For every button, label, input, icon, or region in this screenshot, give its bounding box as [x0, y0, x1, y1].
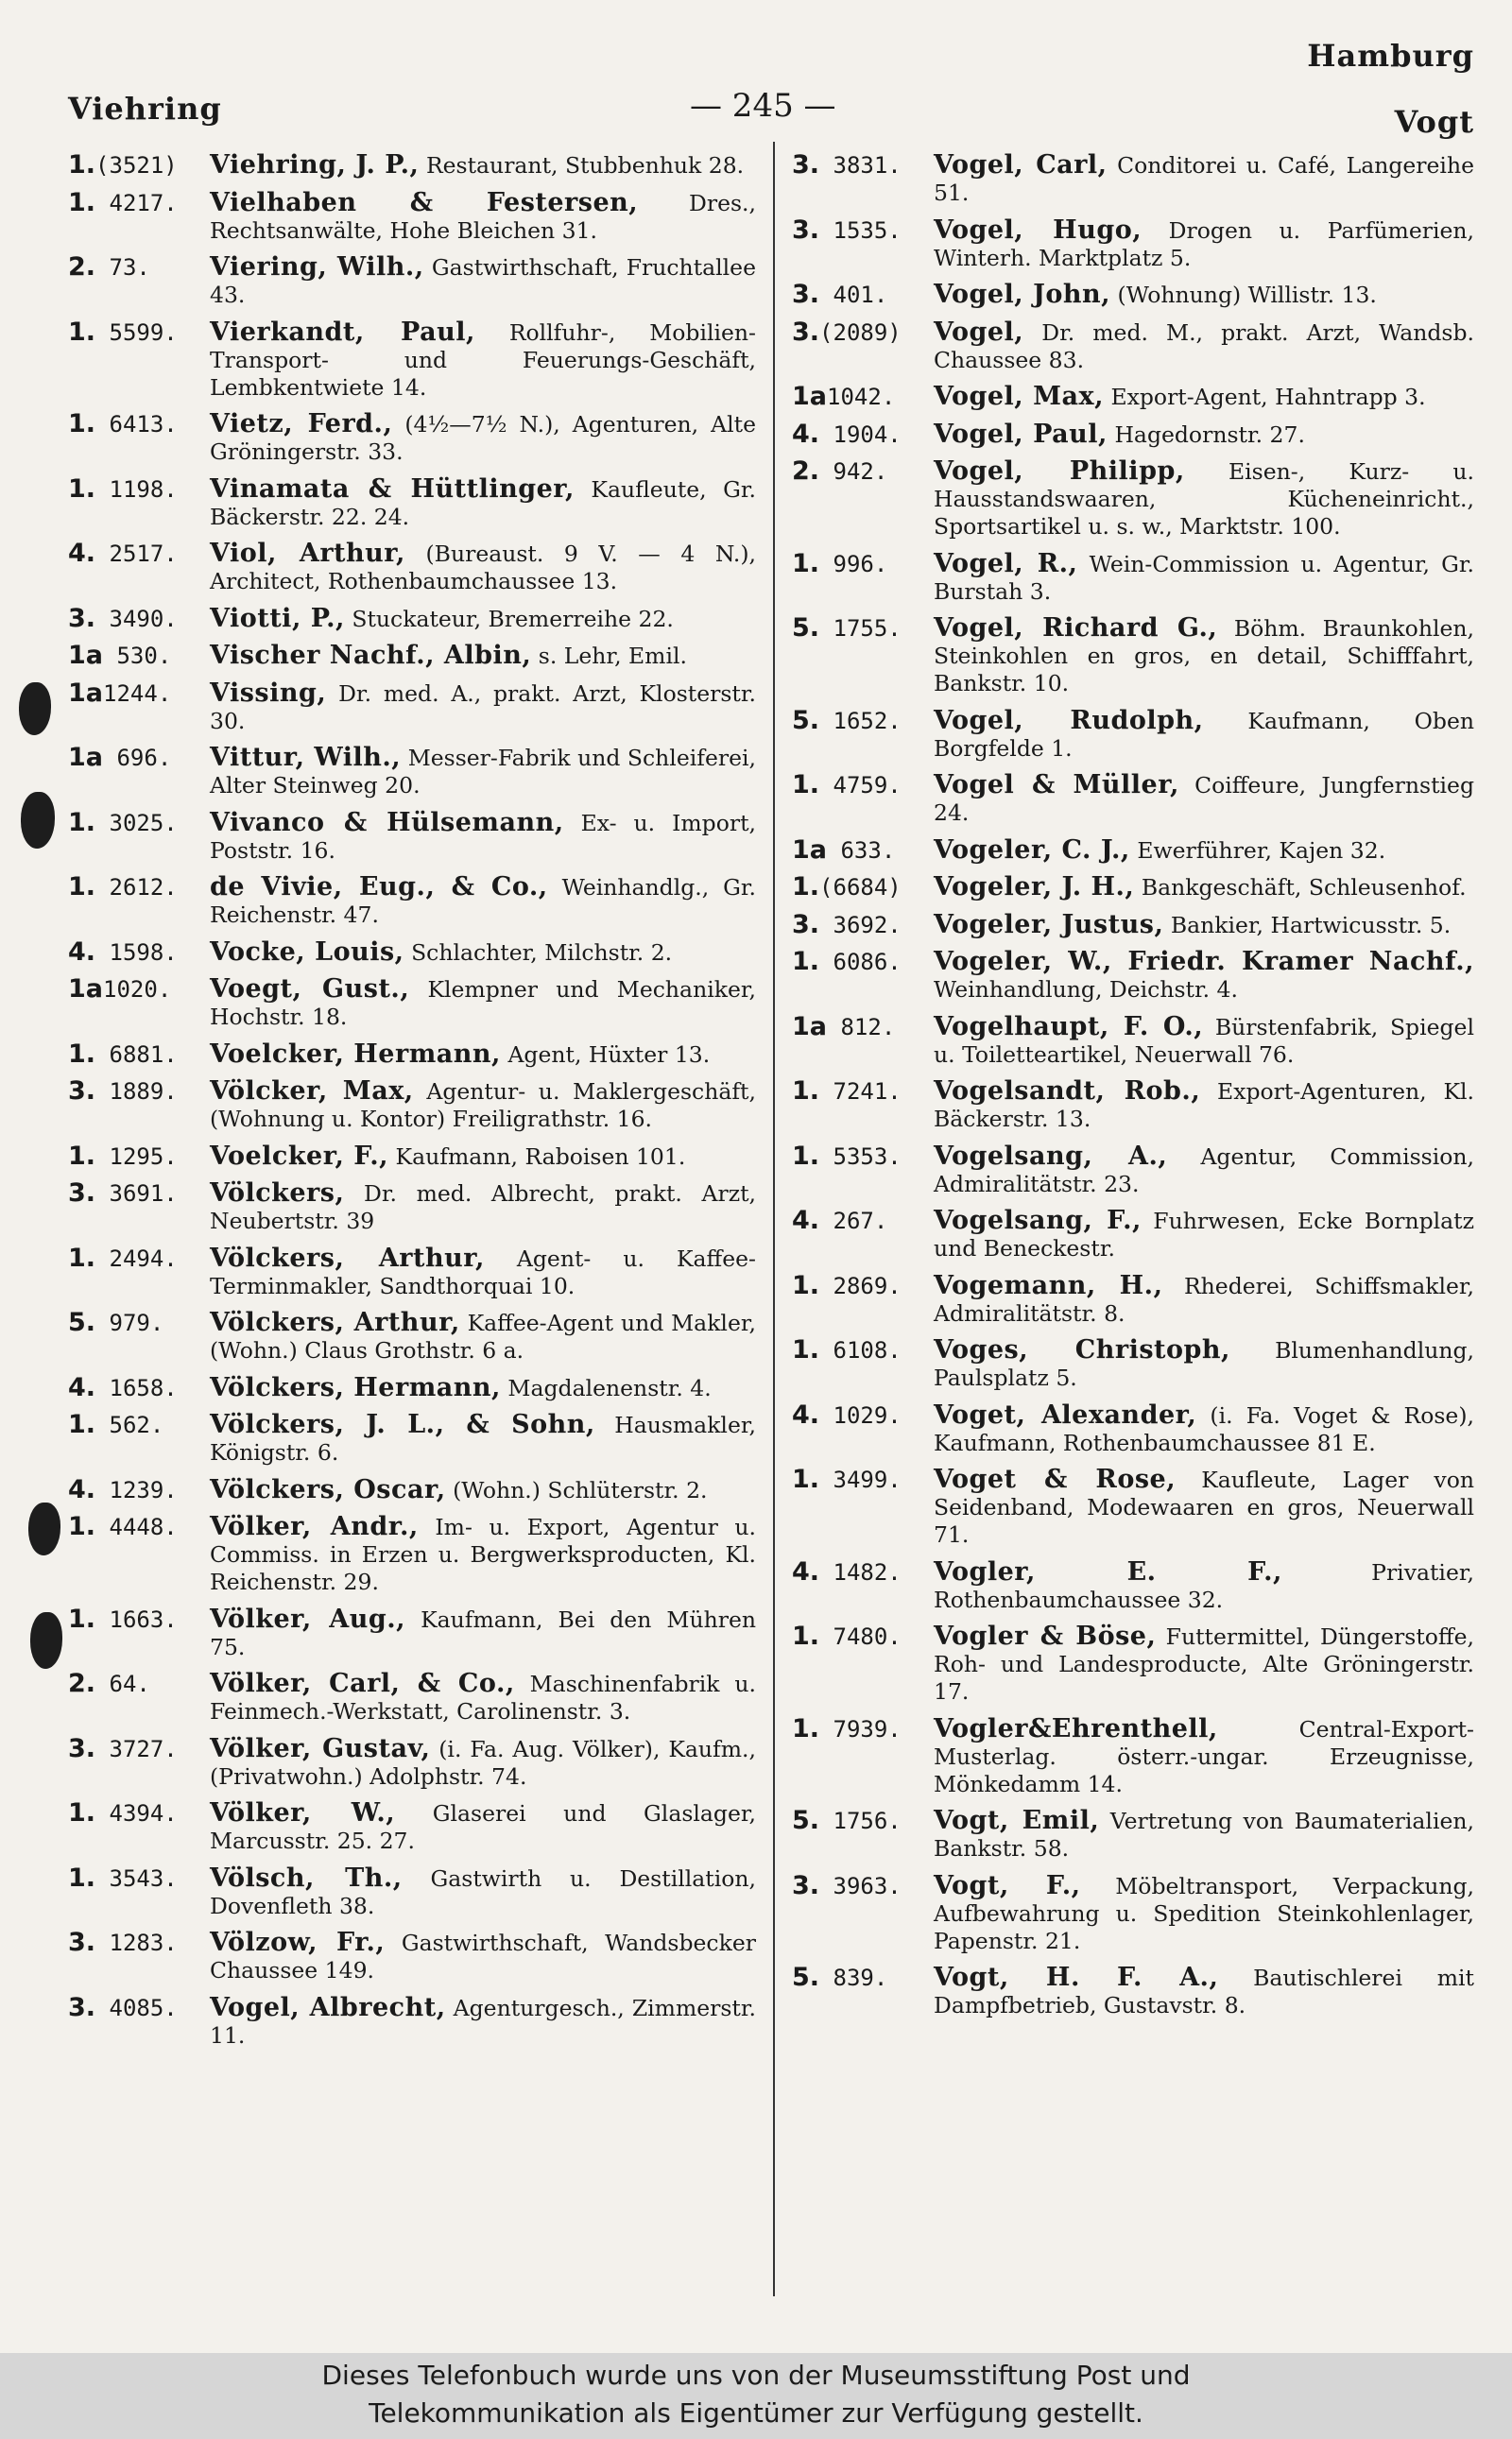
subscriber-details: Kaffee-Agent und Makler, (Wohn.) Claus Grothstr. 6 a. — [210, 1310, 756, 1364]
subscriber-details: Kaufleute, Lager von Seidenband, Modewaaren en gros, Neuerwall 71. — [934, 1467, 1474, 1548]
subscriber-name: Voelcker, Hermann, — [210, 1039, 501, 1069]
directory-entry — [68, 1799, 756, 1855]
phone-number: 3. 1283. — [68, 1928, 178, 1957]
phone-number: 4. 1658. — [68, 1372, 178, 1402]
phone-number: 1. 3025. — [68, 807, 178, 837]
subscriber-name: Vogeler, J. H., — [934, 872, 1135, 902]
phone-number: 4. 1904. — [792, 419, 902, 449]
subscriber-name: Vogeler, C. J., — [934, 834, 1130, 865]
footer-notice — [0, 2353, 1512, 2439]
directory-entry — [68, 189, 756, 245]
phone-number: 4. 1029. — [792, 1400, 902, 1430]
subscriber-name: Voelcker, F., — [210, 1141, 389, 1171]
column-divider — [773, 142, 775, 2296]
phone-number: 3. 4085. — [68, 1992, 178, 2022]
directory-entry — [792, 1272, 1474, 1328]
phone-number: 1. 1663. — [68, 1604, 178, 1634]
directory-entry — [792, 771, 1474, 827]
phone-number: 1. 7939. — [792, 1713, 902, 1743]
phone-number: 1. 2612. — [68, 872, 178, 902]
phone-number: 1. 4448. — [68, 1512, 178, 1541]
subscriber-details: Privatier, Rothenbaumchaussee 32. — [934, 1558, 1474, 1613]
subscriber-name: Vogelhaupt, F. O., — [934, 1011, 1204, 1041]
phone-number: 1a1020. — [68, 974, 172, 1004]
directory-entry — [792, 1401, 1474, 1457]
directory-entry — [792, 911, 1474, 939]
directory-entry — [792, 1466, 1474, 1549]
subscriber-details: Bautischlerei mit Dampfbetrieb, Gustavstr. 8. — [934, 1965, 1474, 2018]
phone-number: 1. 7241. — [792, 1076, 902, 1106]
subscriber-name: Völzow, Fr., — [210, 1928, 386, 1957]
subscriber-name: Vocke, Louis, — [210, 936, 404, 967]
directory-entry — [68, 1476, 756, 1504]
directory-entry — [792, 614, 1474, 697]
phone-number: 3. 1889. — [68, 1076, 178, 1106]
directory-entry — [68, 938, 756, 967]
subscriber-name: de Vivie, Eug., & Co., — [210, 872, 548, 902]
subscriber-name: Voget, Alexander, — [934, 1400, 1197, 1430]
subscriber-name: Vogel, Max, — [934, 382, 1104, 411]
subscriber-details: Dres., Rechtsanwälte, Hohe Bleichen 31. — [210, 189, 756, 244]
directory-entry — [68, 151, 756, 180]
directory-entry — [68, 1994, 756, 2050]
phone-number: 4. 267. — [792, 1206, 888, 1235]
phone-number: 4. 1482. — [792, 1556, 902, 1587]
subscriber-name: Vogel & Müller, — [934, 770, 1179, 799]
subscriber-details: Maschinenfabrik u. Feinmech.-Werkstatt, Carolinenstr. 3. — [210, 1671, 756, 1725]
subscriber-details: Möbeltransport, Verpackung, Aufbewahrung u. Spedition Steinkohlenlager, Papenstr. 21. — [934, 1872, 1474, 1954]
subscriber-details: Agent, Hüxter 13. — [507, 1040, 711, 1068]
subscriber-details: Drogen u. Parfümerien, Winterh. Marktplatz 5. — [934, 216, 1474, 271]
subscriber-details: Stuckateur, Bremerreihe 22. — [352, 605, 674, 632]
subscriber-details: Rhederei, Schiffsmakler, Admiralitätstr. 8. — [934, 1272, 1474, 1327]
directory-entry — [68, 1142, 756, 1171]
subscriber-name: Vierkandt, Paul, — [210, 317, 475, 347]
directory-entry — [68, 1864, 756, 1920]
subscriber-details: Glaserei und Glaslager, Marcusstr. 25. 27. — [210, 1800, 756, 1854]
subscriber-details: Dr. med. M., prakt. Arzt, Wandsb. Chaussee 83. — [934, 318, 1474, 373]
phone-number: 1. 1198. — [68, 473, 178, 504]
subscriber-name: Völckers, Hermann, — [210, 1372, 501, 1402]
phone-number: 1.(3521) — [68, 150, 178, 180]
phone-number: 2. 73. — [68, 252, 150, 282]
directory-entry — [792, 421, 1474, 449]
subscriber-name: Völckers, Arthur, — [210, 1243, 485, 1273]
subscriber-name: Vogel, — [934, 317, 1024, 347]
phone-number: 5. 1652. — [792, 705, 902, 735]
directory-entry — [792, 1336, 1474, 1392]
phone-number: 1. 562. — [68, 1410, 164, 1439]
directory-entry — [792, 836, 1474, 865]
phone-number: 4. 2517. — [68, 539, 178, 568]
directory-entry — [792, 1964, 1474, 2019]
subscriber-details: Im- u. Export, Agentur u. Commiss. in Erzen u. Bergwerksproducten, Kl. Reichenstr. 29. — [210, 1514, 756, 1595]
subscriber-details: s. Lehr, Emil. — [538, 643, 687, 669]
subscriber-name: Vogel, R., — [934, 548, 1078, 578]
ink-mark — [19, 682, 51, 735]
subscriber-details: Restaurant, Stubbenhuk 28. — [425, 152, 745, 179]
directory-entry — [792, 151, 1474, 207]
subscriber-details: Central-Export-Musterlag. österr.-ungar. Erzeugnisse, Mönkedamm 14. — [934, 1715, 1474, 1797]
subscriber-details: Fuhrwesen, Ecke Bornplatz und Beneckestr. — [934, 1208, 1474, 1262]
directory-entry — [792, 1715, 1474, 1798]
subscriber-details: Gastwirthschaft, Wandsbecker Chaussee 149. — [210, 1930, 756, 1984]
subscriber-name: Vogelsandt, Rob., — [934, 1076, 1201, 1106]
phone-number: 2. 942. — [792, 456, 888, 486]
subscriber-name: Vielhaben & Festersen, — [210, 187, 639, 217]
directory-entry — [68, 679, 756, 735]
directory-entry — [792, 318, 1474, 374]
subscriber-name: Vogel, Richard G., — [934, 613, 1218, 643]
phone-number: 3. 3691. — [68, 1178, 178, 1208]
region-header: Hamburg — [1307, 38, 1474, 74]
footer-line-1: Dieses Telefonbuch wurde uns von der Museumsstiftung Post und — [321, 2360, 1191, 2391]
directory-entry — [792, 1013, 1474, 1069]
subscriber-details: Vertretung von Baumaterialien, Bankstr. 58. — [934, 1808, 1474, 1862]
subscriber-details: Weinhandlg., Gr. Reichenstr. 47. — [210, 874, 756, 928]
phone-number: 1a 530. — [68, 641, 172, 670]
subscriber-name: Vogt, Emil, — [934, 1806, 1100, 1835]
directory-entry — [68, 1670, 756, 1726]
phone-number: 2. 64. — [68, 1669, 150, 1698]
directory-entry — [68, 410, 756, 466]
footer-line-2: Telekommunikation als Eigentümer zur Verfügung gestellt. — [369, 2397, 1143, 2429]
subscriber-details: Coiffeure, Jungfernstieg 24. — [934, 772, 1474, 826]
phone-number: 1a1244. — [68, 678, 172, 708]
subscriber-details: Bankgeschäft, Schleusenhof. — [1141, 874, 1467, 901]
phone-number: 1a1042. — [792, 382, 896, 411]
phone-number: 1. 7480. — [792, 1622, 902, 1651]
subscriber-name: Völckers, Oscar, — [210, 1474, 446, 1504]
subscriber-name: Viehring, J. P., — [210, 150, 420, 180]
phone-number: 4. 1598. — [68, 936, 178, 967]
directory-entry — [792, 948, 1474, 1004]
subscriber-details: (4½—7½ N.), Agenturen, Alte Gröningerstr. 33. — [210, 411, 756, 465]
subscriber-details: Messer-Fabrik und Schleiferei, Alter Steinweg 20. — [210, 745, 756, 799]
ink-mark — [30, 1612, 62, 1669]
subscriber-details: Ewerführer, Kajen 32. — [1137, 836, 1386, 864]
phone-number: 1. 5599. — [68, 317, 178, 347]
directory-entry — [792, 281, 1474, 309]
phone-number: 3. 3831. — [792, 150, 902, 180]
subscriber-name: Völker, Carl, & Co., — [210, 1669, 515, 1698]
subscriber-details: Hagedornstr. 27. — [1114, 421, 1305, 448]
subscriber-details: Ex- u. Import, Poststr. 16. — [210, 809, 756, 864]
ink-mark — [28, 1503, 60, 1555]
subscriber-name: Völckers, — [210, 1178, 345, 1208]
subscriber-details: Export-Agent, Hahntrapp 3. — [1110, 384, 1426, 410]
directory-entry — [792, 1623, 1474, 1706]
subscriber-details: Agenturgesch., Zimmerstr. 11. — [210, 1994, 756, 2049]
phone-number: 1. 1295. — [68, 1141, 178, 1171]
directory-entry — [792, 873, 1474, 902]
phone-number: 1. 3499. — [792, 1465, 902, 1494]
subscriber-name: Völker, W., — [210, 1798, 396, 1828]
phone-number: 1a 812. — [792, 1011, 896, 1041]
phone-number: 1. 996. — [792, 548, 888, 578]
subscriber-details: (Wohnung) Willistr. 13. — [1117, 282, 1377, 308]
subscriber-name: Vogemann, H., — [934, 1270, 1163, 1300]
subscriber-details: Agentur, Commission, Admiralitätstr. 23. — [934, 1142, 1474, 1197]
phone-number: 3. 3727. — [68, 1733, 178, 1763]
subscriber-details: Export-Agenturen, Kl. Bäckerstr. 13. — [934, 1078, 1474, 1132]
subscriber-name: Vogt, F., — [934, 1870, 1081, 1900]
phone-number: 1. 5353. — [792, 1141, 902, 1171]
directory-entry — [792, 550, 1474, 606]
subscriber-details: Magdalenenstr. 4. — [507, 1374, 712, 1401]
directory-entry — [68, 642, 756, 670]
subscriber-name: Völckers, J. L., & Sohn, — [210, 1410, 595, 1439]
phone-number: 1. 6881. — [68, 1039, 178, 1069]
phone-number: 3. 3692. — [792, 909, 902, 939]
subscriber-name: Voegt, Gust., — [210, 974, 410, 1004]
phone-number: 1. 6108. — [792, 1335, 902, 1365]
page-number: — 245 — — [690, 87, 836, 125]
directory-entry — [792, 1142, 1474, 1198]
subscriber-name: Vogel, Philipp, — [934, 456, 1185, 486]
subscriber-details: Dr. med. A., prakt. Arzt, Klosterstr. 30. — [210, 679, 756, 734]
subscriber-details: Agentur- u. Maklergeschäft, (Wohnung u. Kontor) Freiligrathstr. 16. — [210, 1078, 756, 1132]
directory-entry — [68, 605, 756, 633]
subscriber-name: Völsch, Th., — [210, 1863, 403, 1893]
directory-entry — [68, 1411, 756, 1467]
subscriber-name: Vogelsang, A., — [934, 1141, 1168, 1171]
subscriber-name: Vietz, Ferd., — [210, 409, 393, 438]
right-guide-word: Vogt — [1394, 104, 1474, 140]
directory-entry — [68, 744, 756, 799]
directory-entry — [68, 1374, 756, 1402]
subscriber-details: Kaufmann, Oben Borgfelde 1. — [934, 707, 1474, 762]
subscriber-name: Vinamata & Hüttlinger, — [210, 473, 575, 504]
subscriber-name: Vogel, Rudolph, — [934, 705, 1204, 735]
subscriber-details: Gastwirth u. Destillation, Dovenfleth 38. — [210, 1864, 756, 1919]
directory-entry — [68, 540, 756, 595]
subscriber-name: Vogel, Albrecht, — [210, 1992, 446, 2022]
subscriber-details: Schlachter, Milchstr. 2. — [411, 938, 673, 966]
directory-entry — [68, 1309, 756, 1365]
subscriber-details: Agent- u. Kaffee-Terminmakler, Sandthorquai 10. — [210, 1245, 756, 1299]
phone-number: 1. 6413. — [68, 409, 178, 438]
subscriber-details: (Bureaust. 9 V. — 4 N.), Architect, Rothenbaumchaussee 13. — [210, 541, 756, 594]
subscriber-details: Futtermittel, Düngerstoffe, Roh- und Landesproducte, Alte Gröningerstr. 17. — [934, 1623, 1474, 1705]
phone-number: 1a 633. — [792, 834, 896, 865]
subscriber-name: Vogler, E. F., — [934, 1556, 1282, 1587]
subscriber-name: Vissing, — [210, 678, 327, 708]
directory-entry — [68, 1077, 756, 1133]
directory-entry — [792, 1872, 1474, 1955]
subscriber-details: Gastwirthschaft, Fruchtallee 43. — [210, 254, 756, 308]
subscriber-details: Kaufmann, Raboisen 101. — [395, 1142, 686, 1170]
phone-number: 1. 4217. — [68, 187, 178, 217]
ink-mark — [21, 792, 55, 849]
subscriber-details: Kaufmann, Bei den Mühren 75. — [210, 1606, 756, 1660]
left-column — [68, 151, 756, 2058]
subscriber-name: Voges, Christoph, — [934, 1335, 1230, 1365]
directory-entry — [68, 1929, 756, 1984]
directory-entry — [68, 873, 756, 929]
directory-entry — [68, 318, 756, 402]
subscriber-name: Vogler&Ehrenthell, — [934, 1713, 1218, 1743]
subscriber-details: Bürstenfabrik, Spiegel u. Toiletteartikel, Neuerwall 76. — [934, 1013, 1474, 1068]
subscriber-details: Blumenhandlung, Paulsplatz 5. — [934, 1337, 1474, 1391]
subscriber-details: (Wohn.) Schlüterstr. 2. — [453, 1476, 708, 1503]
directory-entry — [68, 1245, 756, 1300]
subscriber-name: Vogelsang, F., — [934, 1206, 1142, 1235]
subscriber-name: Vogel, Carl, — [934, 150, 1108, 180]
phone-number: 1a 696. — [68, 743, 172, 772]
phone-number: 1. 2869. — [792, 1270, 902, 1300]
subscriber-details: Weinhandlung, Deichstr. 4. — [934, 976, 1238, 1003]
subscriber-name: Vogt, H. F. A., — [934, 1963, 1219, 1992]
directory-entry — [68, 1040, 756, 1069]
directory-entry — [792, 707, 1474, 763]
subscriber-name: Vivanco & Hülsemann, — [210, 807, 564, 837]
subscriber-name: Vogeler, Justus, — [934, 909, 1164, 939]
subscriber-name: Voget & Rose, — [934, 1465, 1177, 1494]
subscriber-name: Vogeler, W., Friedr. Kramer Nachf., — [934, 947, 1474, 976]
phone-number: 3. 3963. — [792, 1870, 902, 1900]
phone-number: 1. 2494. — [68, 1243, 178, 1273]
phone-number: 3. 401. — [792, 280, 888, 309]
directory-entry — [792, 457, 1474, 541]
subscriber-name: Vogel, John, — [934, 280, 1111, 309]
directory-entry — [68, 1606, 756, 1661]
directory-entry — [792, 383, 1474, 411]
subscriber-name: Viol, Arthur, — [210, 539, 405, 568]
phone-number: 4. 1239. — [68, 1474, 178, 1504]
phone-number: 3.(2089) — [792, 317, 902, 347]
directory-entry — [792, 1558, 1474, 1614]
subscriber-name: Völcker, Max, — [210, 1076, 414, 1106]
phone-number: 5. 1756. — [792, 1806, 902, 1835]
subscriber-details: Dr. med. Albrecht, prakt. Arzt, Neubertstr. 39 — [210, 1180, 756, 1234]
directory-entry — [792, 1077, 1474, 1133]
subscriber-name: Vogel, Hugo, — [934, 215, 1143, 245]
phone-number: 5. 1755. — [792, 613, 902, 643]
subscriber-details: Wein-Commission u. Agentur, Gr. Burstah 3. — [934, 550, 1474, 605]
subscriber-name: Vischer Nachf., Albin, — [210, 641, 532, 670]
subscriber-name: Völker, Gustav, — [210, 1733, 431, 1763]
directory-entry — [68, 1513, 756, 1596]
subscriber-name: Vogel, Paul, — [934, 419, 1108, 449]
subscriber-details: Böhm. Braunkohlen, Steinkohlen en gros, en detail, Schifffahrt, Bankstr. 10. — [934, 615, 1474, 696]
subscriber-name: Völker, Aug., — [210, 1604, 406, 1634]
subscriber-details: Rollfuhr-, Mobilien-Transport- und Feuerungs-Geschäft, Lembkentwiete 14. — [210, 318, 756, 401]
directory-entry — [68, 975, 756, 1031]
subscriber-details: Eisen-, Kurz- u. Hausstandswaaren, Kücheneinricht., Sportsartikel u. s. w., Marktstr. 100. — [934, 458, 1474, 540]
subscriber-details: Kaufleute, Gr. Bäckerstr. 22. 24. — [210, 475, 756, 530]
phone-number: 1. 4394. — [68, 1798, 178, 1828]
phone-number: 1. 3543. — [68, 1863, 178, 1893]
subscriber-details: (i. Fa. Aug. Völker), Kaufm., (Privatwohn.) Adolphstr. 74. — [210, 1735, 756, 1790]
directory-entry — [792, 216, 1474, 272]
subscriber-name: Völckers, Arthur, — [210, 1308, 460, 1337]
phone-number: 5. 839. — [792, 1963, 888, 1992]
subscriber-name: Vittur, Wilh., — [210, 743, 402, 772]
directory-entry — [68, 475, 756, 531]
subscriber-name: Viering, Wilh., — [210, 252, 424, 282]
subscriber-details: (i. Fa. Voget & Rose), Kaufmann, Rothenbaumchaussee 81 E. — [934, 1401, 1474, 1456]
subscriber-details: Bankier, Hartwicusstr. 5. — [1170, 911, 1452, 938]
subscriber-name: Völker, Andr., — [210, 1512, 419, 1541]
directory-entry — [68, 1735, 756, 1791]
directory-entry — [68, 809, 756, 865]
phone-number: 3. 3490. — [68, 603, 178, 633]
phone-number: 1.(6684) — [792, 872, 902, 902]
phone-number: 1. 4759. — [792, 770, 902, 799]
directory-entry — [792, 1207, 1474, 1262]
subscriber-details: Klempner und Mechaniker, Hochstr. 18. — [210, 976, 756, 1030]
phone-number: 5. 979. — [68, 1308, 164, 1337]
left-guide-word: Viehring — [68, 91, 222, 127]
subscriber-details: Conditorei u. Café, Langereihe 51. — [934, 152, 1474, 206]
right-column — [792, 151, 1474, 2029]
directory-entry — [68, 1179, 756, 1235]
subscriber-name: Viotti, P., — [210, 603, 345, 633]
subscriber-name: Vogler & Böse, — [934, 1622, 1157, 1651]
subscriber-details: Hausmakler, Königstr. 6. — [210, 1412, 756, 1466]
phone-number: 1. 6086. — [792, 947, 902, 976]
directory-entry — [68, 253, 756, 309]
phone-number: 3. 1535. — [792, 215, 902, 245]
directory-entry — [792, 1807, 1474, 1863]
